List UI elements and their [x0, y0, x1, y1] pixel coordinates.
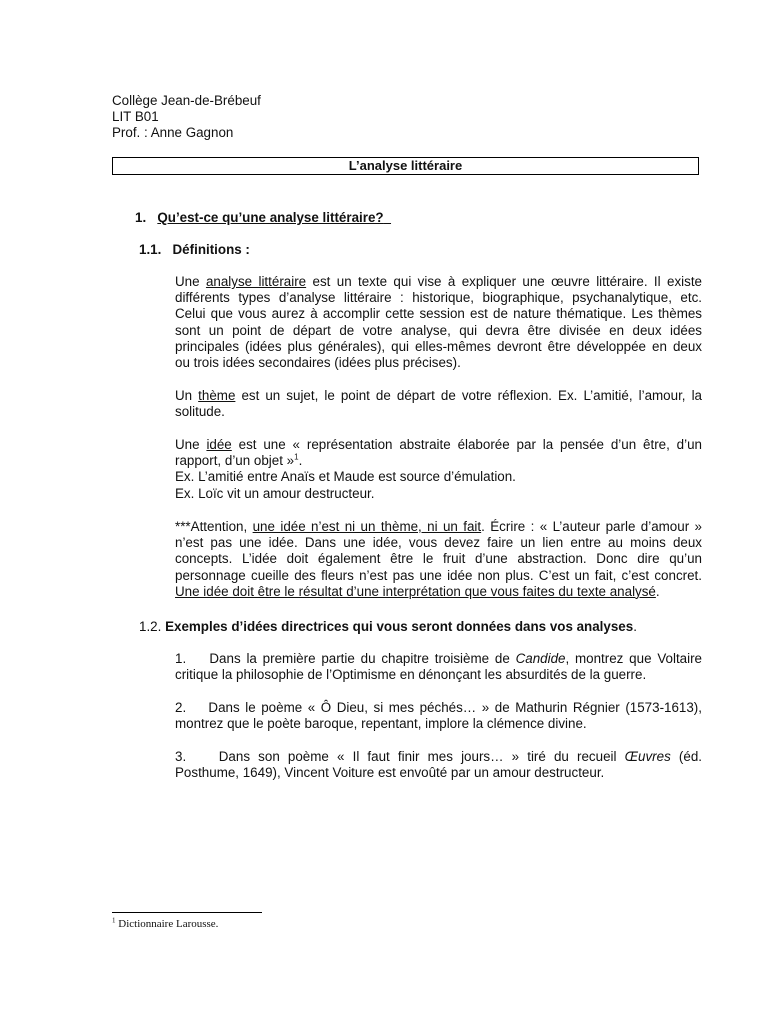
section-1-1-heading: [139, 242, 250, 258]
footnote-mark: 1: [112, 916, 116, 925]
emphasis-not-theme-not-fact: une idée n’est ni un thème, ni un fait: [252, 519, 482, 534]
section-number: 1.1.: [139, 242, 162, 257]
paragraph-line: ***Attention, une idée n’est ni un thème, ni un fait. Écrire : « L’auteur parle d’amour »: [175, 519, 703, 534]
example-line: Ex. L’amitié entre Anaïs et Maude est source d’émulation.: [175, 469, 516, 485]
work-title-candide: Candide: [515, 651, 566, 666]
paragraph-line: rapport, d’un objet »$^1$.: [175, 452, 303, 469]
paragraph-line: 3. Dans son poème « Il faut finir mes jours… » tiré du recueil Œuvres (éd.: [175, 749, 702, 764]
example-number: 3.: [175, 749, 187, 764]
section-1-heading: [135, 210, 391, 226]
paragraph-line: ou trois idées secondaires (idées plus précises).: [175, 355, 461, 371]
paragraph-line: sont un point de départ de votre analyse, qui devra être divisée en deux idées: [175, 322, 702, 338]
section-title: Définitions :: [172, 242, 250, 257]
paragraph-line: 1. Dans la première partie du chapitre troisième de Candide, montrez que Voltaire: [175, 651, 702, 666]
example-number: 1.: [175, 651, 187, 666]
course-code: LIT B01: [112, 109, 159, 124]
section-number: 1.: [135, 210, 147, 225]
paragraph-analyse: [175, 274, 702, 371]
paragraph-line: Une idée doit être le résultat d’une interprétation que vous faites du texte analysé.: [175, 583, 660, 599]
college-name: Collège Jean-de-Brébeuf: [112, 93, 261, 108]
example-line: Ex. Loïc vit un amour destructeur.: [175, 485, 375, 501]
paragraph-line: principales (idées plus générales), qui elles-mêmes devront être développée en deux: [175, 338, 702, 354]
section-number: 1.2.: [139, 619, 162, 634]
professor-name: Prof. : Anne Gagnon: [112, 125, 234, 140]
section-title: Exemples d’idées directrices qui vous seront données dans vos analyses: [165, 619, 634, 634]
paragraph-line: solitude.: [175, 404, 225, 420]
paragraph-line: critique la philosophie de l’Optimisme en dénonçant les absurdités de la guerre.: [175, 667, 647, 683]
emphasis-interpretation: Une idée doit être le résultat d’une interprétation que vous faites du texte analysé: [175, 583, 656, 599]
footnote-text: Dictionnaire Larousse.: [115, 918, 219, 930]
example-item-1: [175, 651, 702, 683]
paragraph-line: personnage cueille des fleurs n’est pas une idée non plus. C’est un fait, c’est concret.: [175, 567, 702, 583]
document-title: L’analyse littéraire: [112, 157, 699, 175]
example-number: 2.: [175, 700, 187, 715]
paragraph-line: 2. Dans le poème « Ô Dieu, si mes péchés… » de Mathurin Régnier (1573-1613),: [175, 700, 702, 715]
term-idee: idée: [206, 437, 232, 452]
section-1-2-heading: 1.2. Exemples d’idées directrices qui vous seront données dans vos analyses.: [139, 619, 637, 634]
paragraph-line: n’est pas une idée. Dans une idée, vous devez faire un lien entre au moins deux: [175, 535, 702, 551]
paragraph-line: montrez que le poète baroque, repentant, implore la clémence divine.: [175, 716, 587, 732]
paragraph-line: concepts. L’idée doit également être le fruit d’une abstraction. Donc dire qu’un: [175, 551, 702, 567]
paragraph-line: Un thème est un sujet, le point de départ de votre réflexion. Ex. L’amitié, l’amour, la: [175, 388, 702, 403]
paragraph-line: différents types d’analyse littéraire : historique, biographique, psychanalytique, etc.: [175, 290, 702, 306]
footnote-reference: 1: [294, 452, 299, 462]
example-item-3: [175, 749, 702, 781]
term-theme: thème: [198, 388, 236, 403]
paragraph-line: Celui que vous aurez à accomplir cette session est de nature thématique. Les thèmes: [175, 306, 702, 322]
work-title-oeuvres: Œuvres: [624, 749, 671, 764]
paragraph-idee: [175, 437, 702, 502]
term-analyse-litteraire: analyse littéraire: [205, 274, 307, 289]
footnote-separator: [112, 912, 262, 913]
paragraph-attention: [175, 519, 702, 600]
section-title: Qu’est-ce qu’une analyse littéraire?: [157, 210, 384, 225]
paragraph-line: Posthume, 1649), Vincent Voiture est envoûté par un amour destructeur.: [175, 765, 605, 781]
paragraph-theme: [175, 388, 702, 420]
footnote: [112, 918, 218, 931]
paragraph-line: Une idée est une « représentation abstraite élaborée par la pensée d’un être, d’un: [175, 437, 702, 452]
example-item-2: [175, 700, 702, 732]
paragraph-line: Une analyse littéraire est un texte qui vise à expliquer une œuvre littéraire. Il existe: [175, 274, 702, 289]
